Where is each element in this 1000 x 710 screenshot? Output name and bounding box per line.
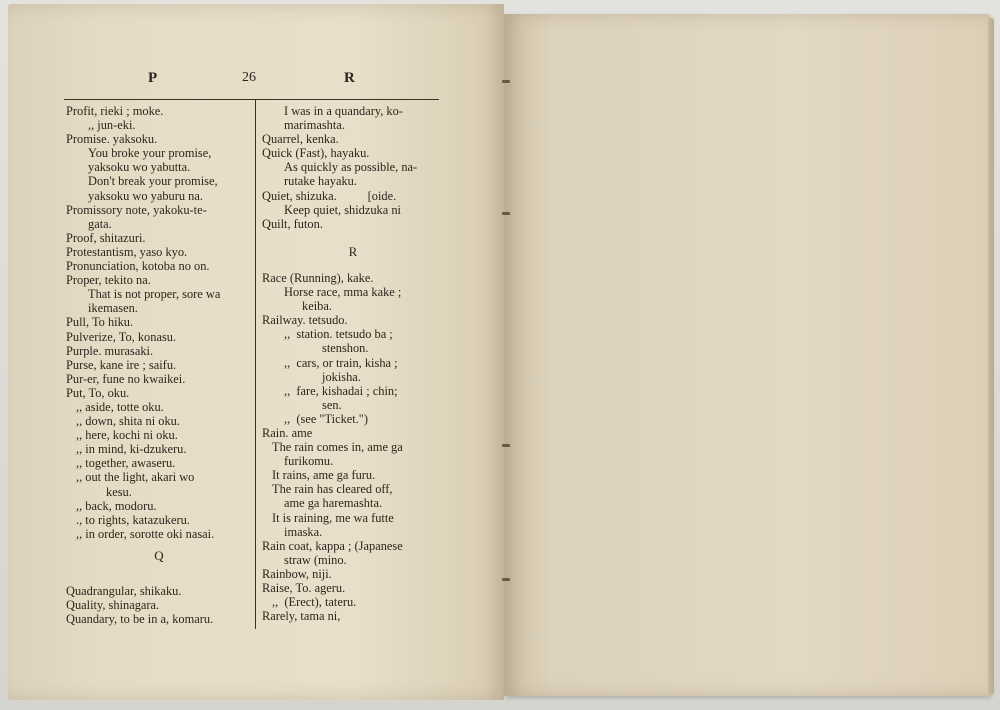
left-column bbox=[66, 104, 252, 626]
entry-line: Promissory note, yakoku-te- bbox=[66, 202, 207, 217]
entry-line: yaksoku wo yaburu na. bbox=[88, 188, 203, 203]
entry-line: ,, jun-eki. bbox=[88, 118, 136, 133]
entry-line: ,, back, modoru. bbox=[76, 498, 157, 513]
entry-line: ,, here, kochi ni oku. bbox=[76, 428, 178, 443]
header-rule bbox=[64, 99, 439, 100]
entry-line: Horse race, mma kake ; bbox=[284, 285, 402, 300]
entry-line: jokisha. bbox=[322, 369, 361, 384]
entry-line: You broke your promise, bbox=[88, 146, 212, 161]
binding-stitch bbox=[502, 578, 510, 581]
entry-line: ,, down, shita ni oku. bbox=[76, 414, 180, 429]
entry-line: Railway. tetsudo. bbox=[262, 313, 348, 328]
entry-line: The rain comes in, ame ga bbox=[272, 440, 403, 455]
entry-line: Quick (Fast), hayaku. bbox=[262, 146, 370, 161]
entry-line: Rainbow, niji. bbox=[262, 566, 332, 581]
header-right-letter: R bbox=[344, 70, 355, 86]
entry-line: It is raining, me wa futte bbox=[272, 510, 394, 525]
entry-line: Quality, shinagara. bbox=[66, 598, 160, 613]
right-column bbox=[262, 104, 444, 623]
entry-line: It rains, ame ga furu. bbox=[272, 468, 376, 483]
page-number: 26 bbox=[242, 70, 256, 85]
entry-line: Pur-er, fune no kwaikei. bbox=[66, 371, 186, 386]
entry-line: ,, together, awaseru. bbox=[76, 456, 176, 471]
entry-line: ., to rights, katazukeru. bbox=[76, 512, 190, 527]
running-header bbox=[8, 70, 504, 92]
entry-line: ,, cars, or train, kisha ; bbox=[284, 355, 398, 370]
spacer bbox=[66, 570, 252, 584]
entry-line: That is not proper, sore wa bbox=[88, 287, 221, 302]
entry-line: Quadrangular, shikaku. bbox=[66, 584, 182, 599]
entry-line: ,, out the light, akari wo bbox=[76, 470, 195, 485]
open-booklet bbox=[8, 4, 992, 700]
entry-line: kesu. bbox=[106, 484, 132, 499]
entry-line: ,, in order, sorotte oki nasai. bbox=[76, 526, 215, 541]
entry-line: Race (Running), kake. bbox=[262, 270, 374, 285]
entry-line: Purse, kane ire ; saifu. bbox=[66, 357, 177, 372]
entry-line: Rain coat, kappa ; (Japanese bbox=[262, 538, 403, 553]
entry-line: Quilt, futon. bbox=[262, 216, 323, 231]
column-divider bbox=[255, 99, 256, 629]
entry-line: keiba. bbox=[302, 299, 332, 314]
entry-line: Quiet, shizuka. [oide. bbox=[262, 188, 397, 203]
entry-line: imaska. bbox=[284, 524, 323, 539]
entry-line: ,, aside, totte oku. bbox=[76, 399, 164, 414]
entry-line: Rain. ame bbox=[262, 425, 313, 440]
page-edge bbox=[988, 18, 994, 694]
entry-line: Don't break your promise, bbox=[88, 174, 218, 189]
entry-line: Rarely, tama ni, bbox=[262, 609, 341, 624]
entry-line: ,, fare, kishadai ; chin; bbox=[284, 383, 398, 398]
entry-line: yaksoku wo yabutta. bbox=[88, 160, 191, 175]
entry-line: Raise, To. ageru. bbox=[262, 581, 346, 595]
entry-line: ame ga haremashta. bbox=[284, 496, 383, 511]
binding-stitch bbox=[502, 444, 510, 447]
entry-line: As quickly as possible, na- bbox=[284, 160, 418, 175]
section-letter-r: R bbox=[348, 243, 358, 259]
entry-line: straw (mino. bbox=[284, 552, 347, 567]
binding-stitch bbox=[502, 212, 510, 215]
entry-line: Keep quiet, shidzuka ni bbox=[284, 202, 401, 217]
entry-line: Pulverize, To, konasu. bbox=[66, 329, 177, 344]
entry-line: furikomu. bbox=[284, 454, 334, 469]
right-page-blank bbox=[504, 14, 990, 696]
header-left-letter: P bbox=[148, 70, 158, 86]
entry-line: gata. bbox=[88, 216, 112, 231]
entry-line: Protestantism, yaso kyo. bbox=[66, 244, 188, 259]
entry-line: rutake hayaku. bbox=[284, 174, 357, 189]
entry-line: The rain has cleared off, bbox=[272, 482, 393, 497]
entry-line: Promise. yaksoku. bbox=[66, 132, 158, 147]
section-letter-q: Q bbox=[154, 547, 164, 563]
entry-line: stenshon. bbox=[322, 341, 369, 356]
entry-line: ,, station. tetsudo ba ; bbox=[284, 327, 393, 342]
entry-line: sen. bbox=[322, 397, 342, 412]
entry-line: I was in a quandary, ko- bbox=[284, 104, 403, 118]
entry-line: ,, in mind, ki-dzukeru. bbox=[76, 442, 187, 457]
entry-line: Proof, shitazuri. bbox=[66, 230, 146, 245]
entry-line: Quarrel, kenka. bbox=[262, 132, 339, 147]
entry-line: ikemasen. bbox=[88, 301, 138, 316]
entry-line: Quandary, to be in a, komaru. bbox=[66, 612, 214, 627]
entry-line: Proper, tekito na. bbox=[66, 273, 151, 288]
entry-line: Purple. murasaki. bbox=[66, 343, 154, 358]
entry-line: Profit, rieki ; moke. bbox=[66, 104, 164, 118]
entry-line: marimashta. bbox=[284, 118, 345, 133]
entry-line: Pull, To hiku. bbox=[66, 315, 134, 330]
entry-line: Pronunciation, kotoba no on. bbox=[66, 259, 210, 274]
entry-line: ,, (see "Ticket.") bbox=[284, 411, 368, 426]
entry-line: ,, (Erect), tateru. bbox=[272, 595, 357, 610]
entry-line: Put, To, oku. bbox=[66, 385, 130, 400]
